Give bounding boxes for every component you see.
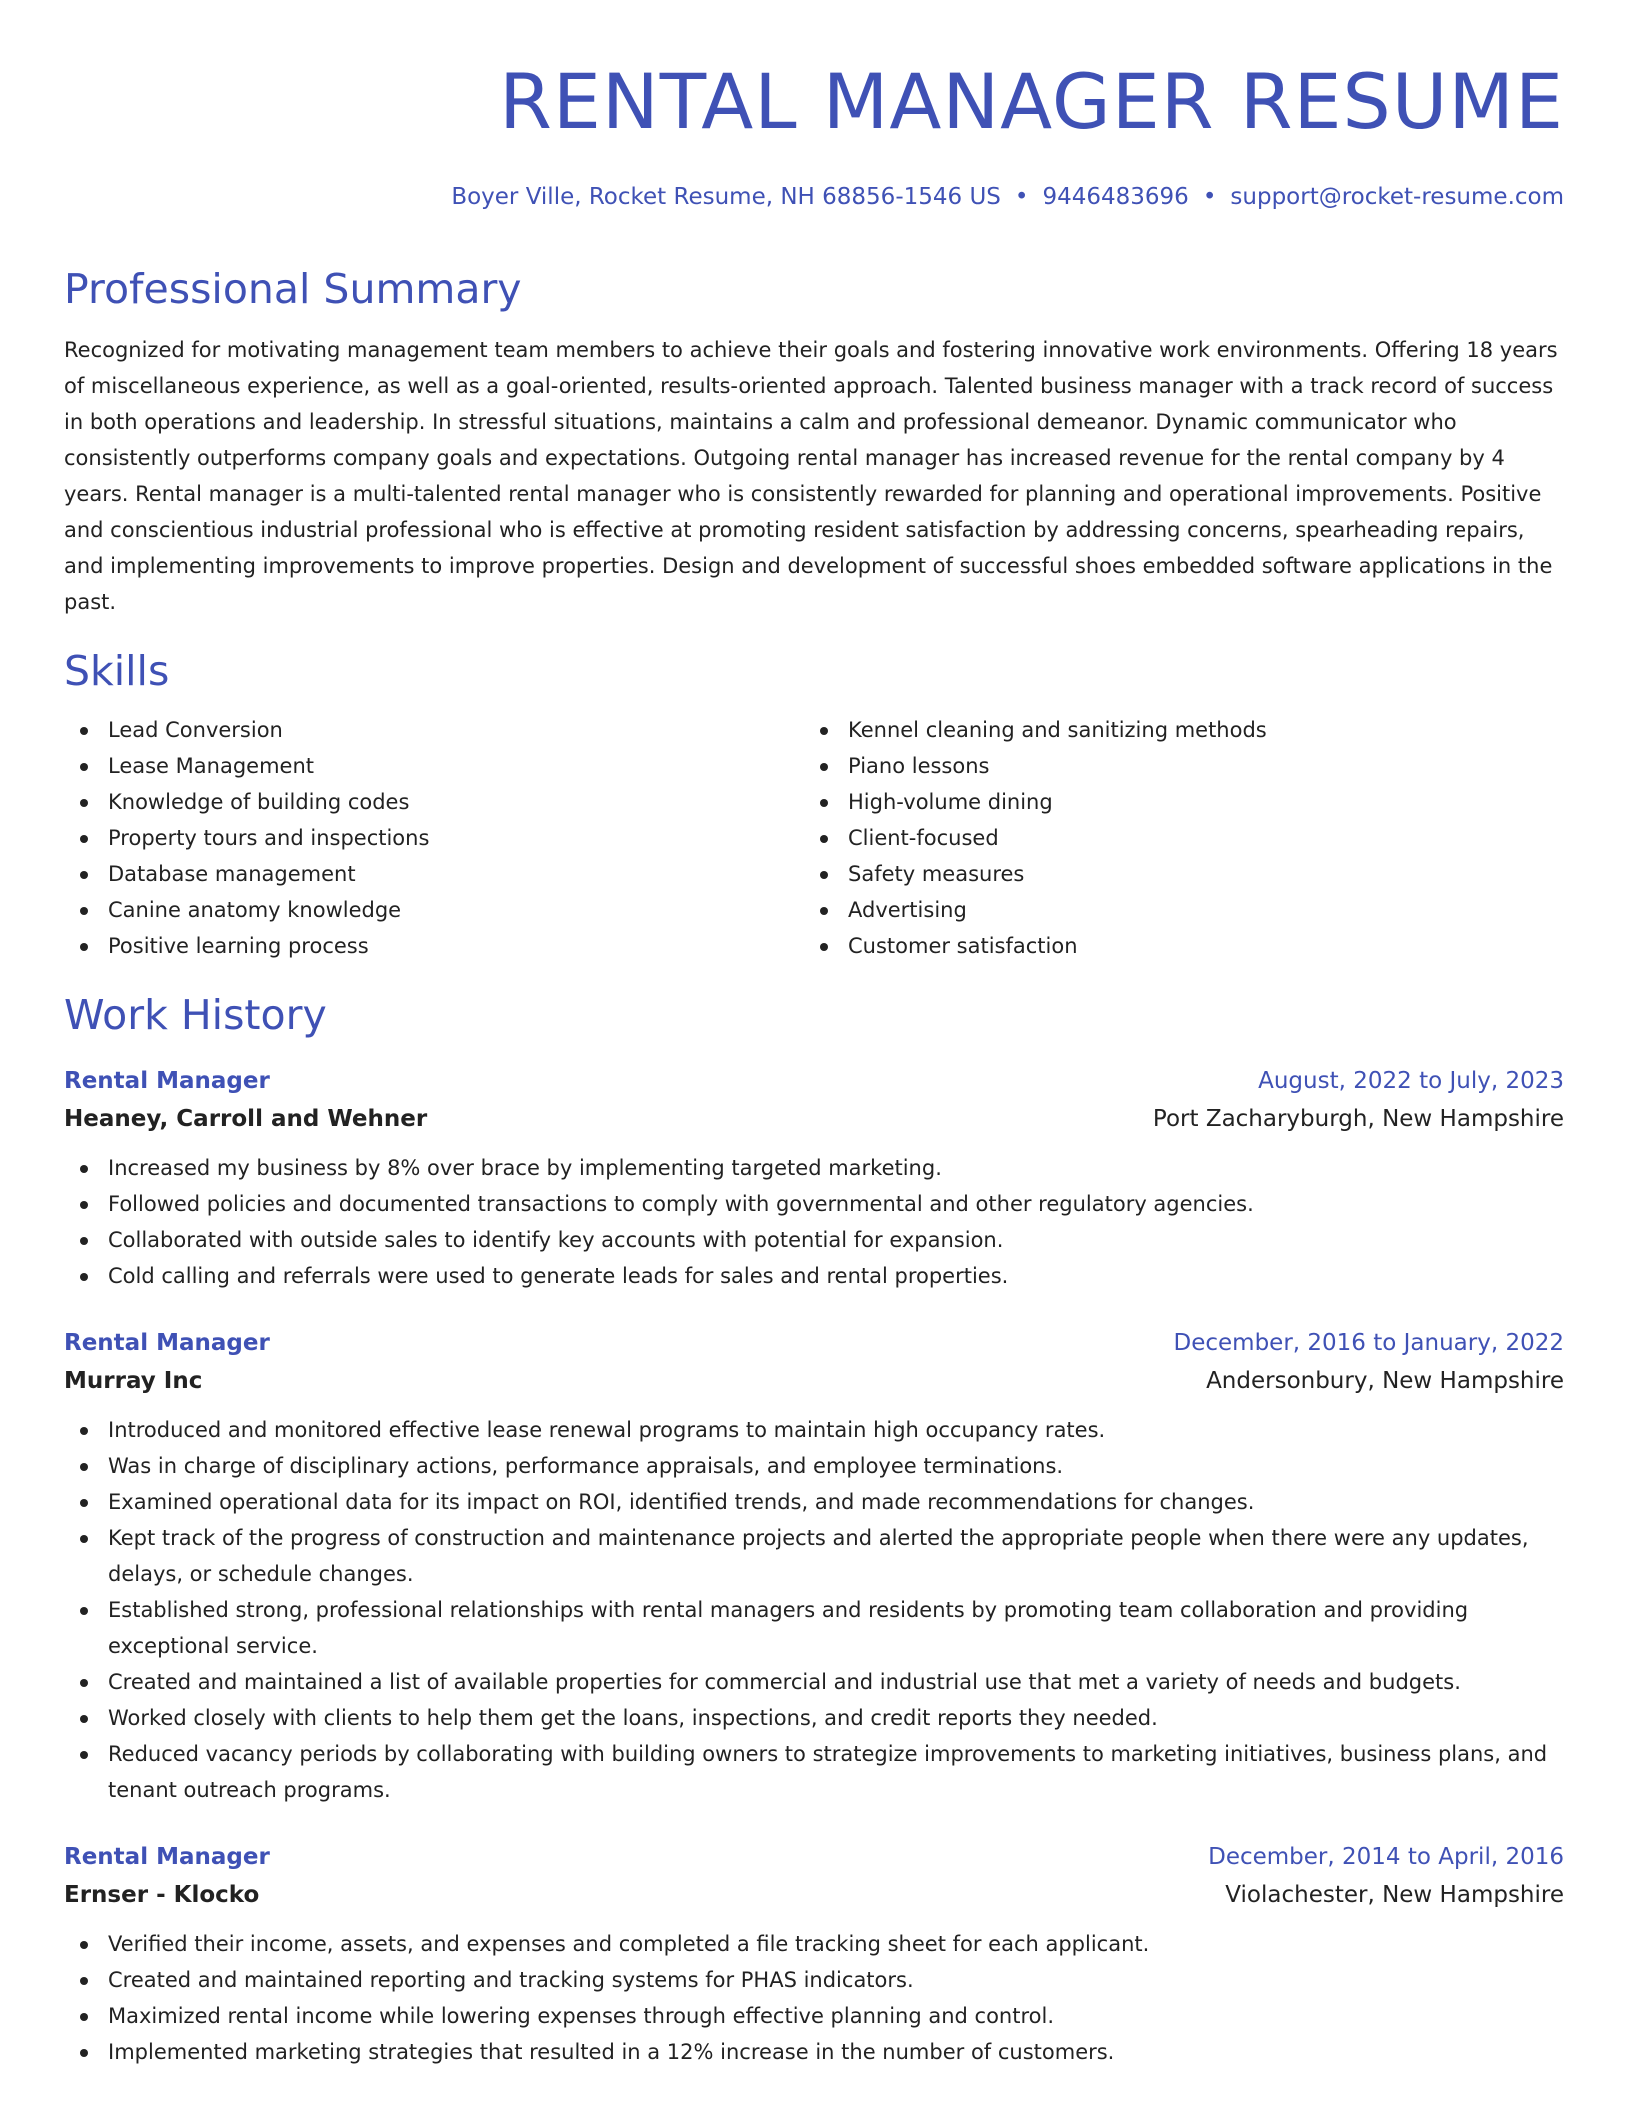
job-location: Andersonbury, New Hampshire	[1206, 1368, 1564, 1394]
skill-item: High-volume dining	[804, 784, 1544, 820]
job-bullet: Reduced vacancy periods by collaborating with building owners to strategize improvements to marketing initiatives, business plans, and tenant outreach programs.	[64, 1736, 1564, 1808]
job-bullet: Verified their income, assets, and expenses and completed a file tracking sheet for each applicant.	[64, 1926, 1564, 1962]
skill-item: Piano lessons	[804, 748, 1544, 784]
skill-item: Client-focused	[804, 820, 1544, 856]
skills-list	[64, 712, 1564, 964]
contact-address: Boyer Ville, Rocket Resume, NH 68856-1546 US	[451, 184, 1001, 210]
skill-item: Safety measures	[804, 856, 1544, 892]
skill-item: Customer satisfaction	[804, 928, 1544, 964]
summary-heading: Professional Summary	[64, 265, 522, 313]
contact-phone[interactable]: 9446483696	[1042, 184, 1189, 210]
job-bullets	[64, 1150, 1564, 1294]
skill-item: Lead Conversion	[64, 712, 804, 748]
job-bullet: Collaborated with outside sales to identify key accounts with potential for expansion.	[64, 1222, 1564, 1258]
job-bullet: Created and maintained reporting and tracking systems for PHAS indicators.	[64, 1962, 1564, 1998]
job-bullet: Followed policies and documented transactions to comply with governmental and other regulatory agencies.	[64, 1186, 1564, 1222]
job-bullet: Implemented marketing strategies that resulted in a 12% increase in the number of customers.	[64, 2034, 1564, 2070]
job-dates: December, 2014 to April, 2016	[1208, 1844, 1564, 1870]
job-entry	[64, 1062, 1564, 1294]
skill-item: Kennel cleaning and sanitizing methods	[804, 712, 1544, 748]
contact-separator: •	[1202, 184, 1217, 210]
job-role: Rental Manager	[64, 1068, 270, 1094]
job-bullet: Examined operational data for its impact on ROI, identified trends, and made recommendations for changes.	[64, 1484, 1564, 1520]
job-location: Port Zacharyburgh, New Hampshire	[1152, 1106, 1564, 1132]
job-bullet: Cold calling and referrals were used to generate leads for sales and rental properties.	[64, 1258, 1564, 1294]
resume-page	[64, 0, 1564, 2070]
contact-line	[64, 182, 1564, 212]
job-location: Violachester, New Hampshire	[1225, 1882, 1564, 1908]
skill-item: Lease Management	[64, 748, 804, 784]
job-bullet: Introduced and monitored effective lease renewal programs to maintain high occupancy rates.	[64, 1412, 1564, 1448]
job-bullet: Increased my business by 8% over brace by implementing targeted marketing.	[64, 1150, 1564, 1186]
job-company: Murray Inc	[64, 1368, 203, 1394]
contact-email[interactable]: support@rocket-resume.com	[1230, 184, 1564, 210]
job-bullets	[64, 1412, 1564, 1808]
job-bullets	[64, 1926, 1564, 2070]
skills-column-right	[804, 712, 1544, 964]
job-bullet: Kept track of the progress of construction and maintenance projects and alerted the appropriate people when there were any updates, delays, or schedule changes.	[64, 1520, 1564, 1592]
job-bullet: Worked closely with clients to help them get the loans, inspections, and credit reports they needed.	[64, 1700, 1564, 1736]
job-bullet: Created and maintained a list of available properties for commercial and industrial use that met a variety of needs and budgets.	[64, 1664, 1564, 1700]
job-role: Rental Manager	[64, 1330, 270, 1356]
job-entry	[64, 1324, 1564, 1808]
skill-item: Positive learning process	[64, 928, 804, 964]
skills-heading: Skills	[64, 647, 170, 695]
job-entry	[64, 1838, 1564, 2070]
skill-item: Property tours and inspections	[64, 820, 804, 856]
job-bullet: Maximized rental income while lowering expenses through effective planning and control.	[64, 1998, 1564, 2034]
job-dates: August, 2022 to July, 2023	[1258, 1068, 1564, 1094]
job-dates: December, 2016 to January, 2022	[1173, 1330, 1564, 1356]
resume-title: RENTAL MANAGER RESUME	[499, 57, 1564, 146]
job-role: Rental Manager	[64, 1844, 270, 1870]
contact-separator: •	[1014, 184, 1029, 210]
job-bullet: Was in charge of disciplinary actions, performance appraisals, and employee terminations.	[64, 1448, 1564, 1484]
work-history-heading: Work History	[64, 991, 327, 1039]
summary-text: Recognized for motivating management team members to achieve their goals and fostering innovative work environments. Offering 18 years of miscellaneous experience, as well as a goal-oriented, results-oriented approach. Talented business manager with a track record of success in both operations and leadership. In stressful situations, maintains a calm and professional demeanor. Dynamic communicator who consistently outperforms company goals and expectations. Outgoing rental manager has increased revenue for the rental company by 4 years. Rental manager is a multi-talented rental manager who is consistently rewarded for planning and operational improvements. Positive and conscientious industrial professional who is effective at promoting resident satisfaction by addressing concerns, spearheading repairs, and implementing improvements to improve properties. Design and development of successful shoes embedded software applications in the past.	[64, 338, 1558, 614]
skill-item: Knowledge of building codes	[64, 784, 804, 820]
skill-item: Advertising	[804, 892, 1544, 928]
job-bullet: Established strong, professional relationships with rental managers and residents by promoting team collaboration and providing exceptional service.	[64, 1592, 1564, 1664]
skill-item: Canine anatomy knowledge	[64, 892, 804, 928]
skill-item: Database management	[64, 856, 804, 892]
job-company: Ernser - Klocko	[64, 1882, 260, 1908]
skills-column-left	[64, 712, 804, 964]
job-company: Heaney, Carroll and Wehner	[64, 1106, 428, 1132]
